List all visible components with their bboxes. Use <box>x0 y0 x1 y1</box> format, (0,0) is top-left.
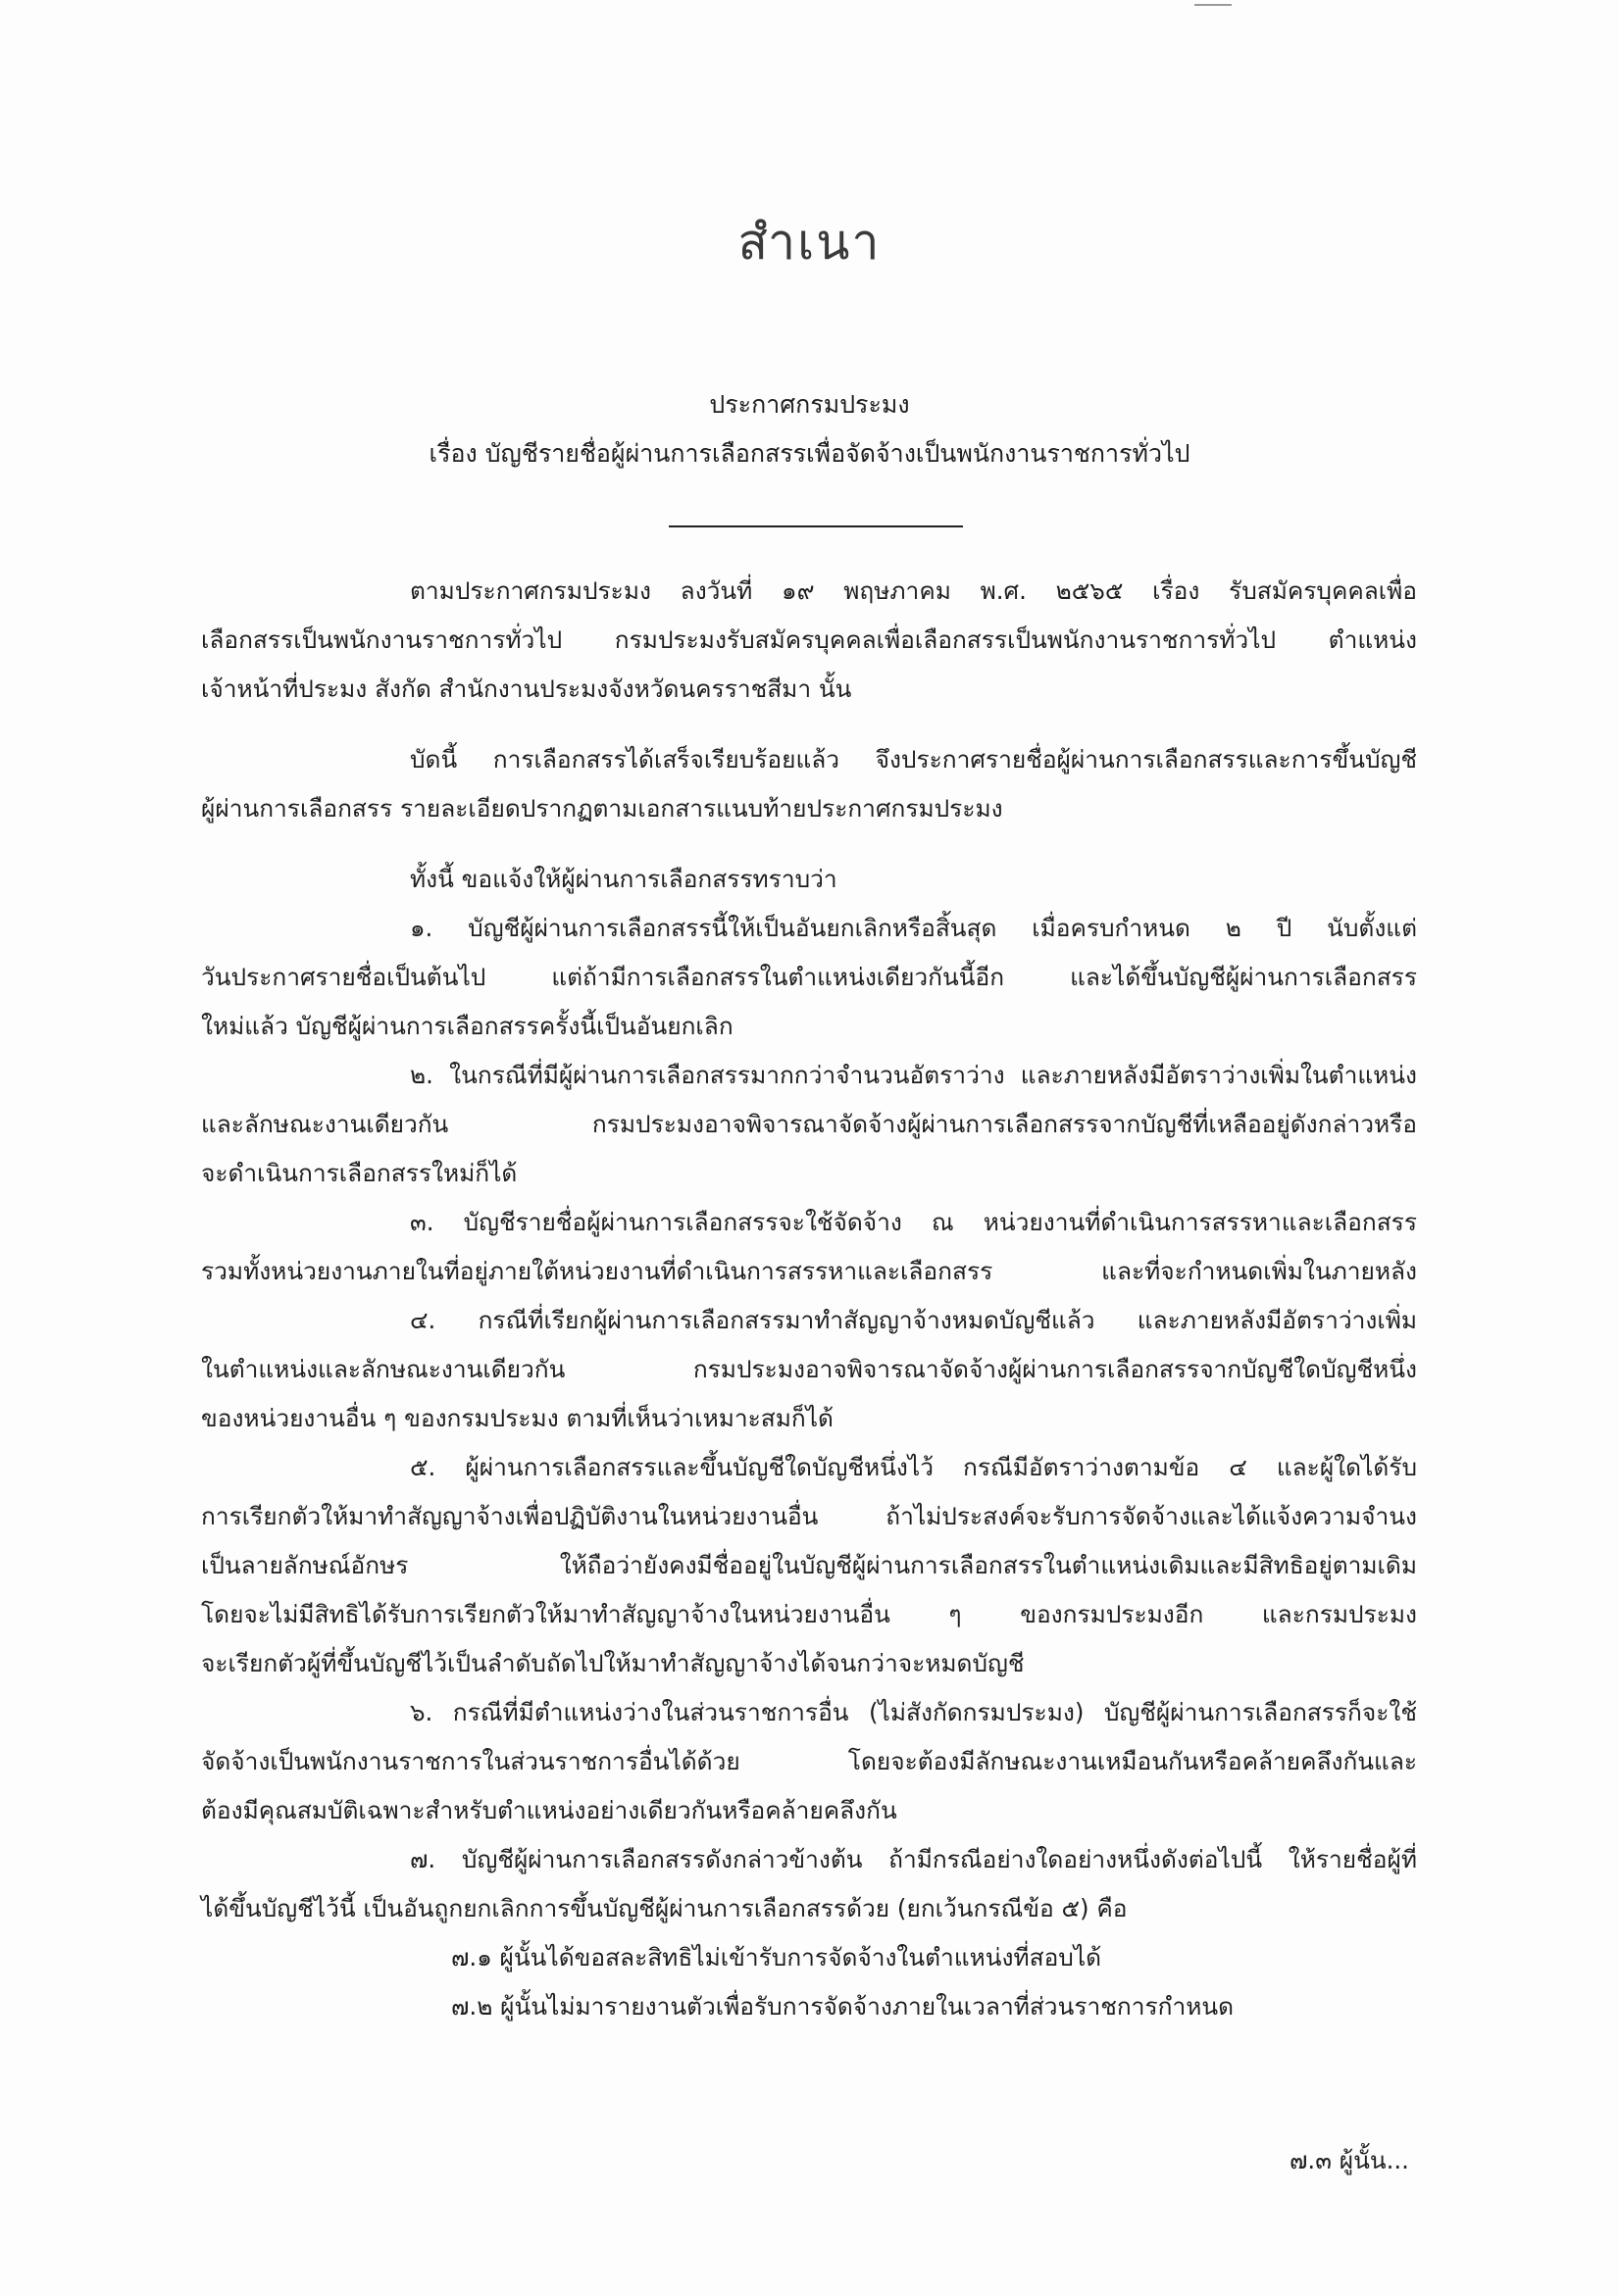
item-3-line-2: รวมทั้งหน่วยงานภายในที่อยู่ภายใต้หน่วยงานที่ดำเนินการสรรหาและเลือกสรร และที่จะกำหนดเพิ่มในภายหลัง <box>201 1257 1417 1285</box>
scan-mark <box>1194 4 1232 6</box>
announcement-subject: เรื่อง บัญชีรายชื่อผู้ผ่านการเลือกสรรเพื่อจัดจ้างเป็นพนักงานราชการทั่วไป <box>429 439 1190 468</box>
item-5-line-2: การเรียกตัวให้มาทำสัญญาจ้างเพื่อปฏิบัติงานในหน่วยงานอื่น ถ้าไม่ประสงค์จะรับการจัดจ้างและได้แจ้งความจำนง <box>201 1502 1417 1530</box>
item-1-line-1: ๑. บัญชีผู้ผ่านการเลือกสรรนี้ให้เป็นอันยกเลิกหรือสิ้นสุด เมื่อครบกำหนด ๒ ปี นับตั้งแต่ <box>410 914 1417 942</box>
item-5-line-1: ๕. ผู้ผ่านการเลือกสรรและขึ้นบัญชีใดบัญชีหนึ่งไว้ กรณีมีอัตราว่างตามข้อ ๔ และผู้ใดได้รับ <box>410 1453 1417 1481</box>
paragraph-2-line-1: บัดนี้ การเลือกสรรได้เสร็จเรียบร้อยแล้ว จึงประกาศรายชื่อผู้ผ่านการเลือกสรรและการขึ้นบัญชี <box>410 745 1417 774</box>
paragraph-3-line-1: ทั้งนี้ ขอแจ้งให้ผู้ผ่านการเลือกสรรทราบว่า <box>410 865 837 893</box>
item-6-line-3: ต้องมีคุณสมบัติเฉพาะสำหรับตำแหน่งอย่างเดียวกันหรือคล้ายคลึงกัน <box>201 1796 897 1824</box>
item-4-line-1: ๔. กรณีที่เรียกผู้ผ่านการเลือกสรรมาทำสัญญาจ้างหมดบัญชีแล้ว และภายหลังมีอัตราว่างเพิ่ม <box>410 1306 1417 1334</box>
item-2-line-2: และลักษณะงานเดียวกัน กรมประมงอาจพิจารณาจัดจ้างผู้ผ่านการเลือกสรรจากบัญชีที่เหลืออยู่ดังกล่าวหรือ <box>201 1110 1417 1138</box>
item-7-2: ๗.๒ ผู้นั้นไม่มารายงานตัวเพื่อรับการจัดจ้างภายในเวลาที่ส่วนราชการกำหนด <box>451 1992 1235 2021</box>
paragraph-1-line-2: เลือกสรรเป็นพนักงานราชการทั่วไป กรมประมงรับสมัครบุคคลเพื่อเลือกสรรเป็นพนักงานราชการทั่วไป ตำแหน่ง <box>201 625 1417 654</box>
page-continuation: ๗.๓ ผู้นั้น... <box>1290 2146 1409 2174</box>
paragraph-1-line-3: เจ้าหน้าที่ประมง สังกัด สำนักงานประมงจังหวัดนครราชสีมา นั้น <box>201 674 852 703</box>
title-divider <box>669 525 963 527</box>
item-2-line-3: จะดำเนินการเลือกสรรใหม่ก็ได้ <box>201 1159 518 1187</box>
item-5-line-5: จะเรียกตัวผู้ที่ขึ้นบัญชีไว้เป็นลำดับถัดไปให้มาทำสัญญาจ้างได้จนกว่าจะหมดบัญชี <box>201 1649 1025 1677</box>
paragraph-1-line-1: ตามประกาศกรมประมง ลงวันที่ ๑๙ พฤษภาคม พ.ศ. ๒๕๖๕ เรื่อง รับสมัครบุคคลเพื่อ <box>410 576 1417 605</box>
item-6-line-1: ๖. กรณีที่มีตำแหน่งว่างในส่วนราชการอื่น (ไม่สังกัดกรมประมง) บัญชีผู้ผ่านการเลือกสรรก็จะใช้ <box>410 1698 1417 1726</box>
item-5-line-3: เป็นลายลักษณ์อักษร ให้ถือว่ายังคงมีชื่ออยู่ในบัญชีผู้ผ่านการเลือกสรรในตำแหน่งเดิมและมีสิทธิอยู่ตามเดิม <box>201 1551 1417 1579</box>
copy-stamp: สำเนา <box>737 214 882 271</box>
item-3-line-1: ๓. บัญชีรายชื่อผู้ผ่านการเลือกสรรจะใช้จัดจ้าง ณ หน่วยงานที่ดำเนินการสรรหาและเลือกสรร <box>410 1208 1417 1236</box>
paragraph-2-line-2: ผู้ผ่านการเลือกสรร รายละเอียดปรากฏตามเอกสารแนบท้ายประกาศกรมประมง <box>201 794 1003 823</box>
item-7-1: ๗.๑ ผู้นั้นได้ขอสละสิทธิไม่เข้ารับการจัดจ้างในตำแหน่งที่สอบได้ <box>451 1943 1102 1972</box>
item-4-line-2: ในตำแหน่งและลักษณะงานเดียวกัน กรมประมงอาจพิจารณาจัดจ้างผู้ผ่านการเลือกสรรจากบัญชีใดบัญชีหนึ่ง <box>201 1355 1417 1383</box>
item-1-line-3: ใหม่แล้ว บัญชีผู้ผ่านการเลือกสรรครั้งนี้เป็นอันยกเลิก <box>201 1012 734 1040</box>
item-1-line-2: วันประกาศรายชื่อเป็นต้นไป แต่ถ้ามีการเลือกสรรในตำแหน่งเดียวกันนี้อีก และได้ขึ้นบัญชีผู้ผ่านการเลือกสรร <box>201 963 1417 991</box>
item-7-line-1: ๗. บัญชีผู้ผ่านการเลือกสรรดังกล่าวข้างต้น ถ้ามีกรณีอย่างใดอย่างหนึ่งดังต่อไปนี้ ให้รายชื่อผู้ที่ <box>410 1845 1417 1873</box>
item-6-line-2: จัดจ้างเป็นพนักงานราชการในส่วนราชการอื่นได้ด้วย โดยจะต้องมีลักษณะงานเหมือนกันหรือคล้ายคลึงกันและ <box>201 1747 1417 1775</box>
item-2-line-1: ๒. ในกรณีที่มีผู้ผ่านการเลือกสรรมากกว่าจำนวนอัตราว่าง และภายหลังมีอัตราว่างเพิ่มในตำแหน่ง <box>410 1061 1417 1089</box>
item-4-line-3: ของหน่วยงานอื่น ๆ ของกรมประมง ตามที่เห็นว่าเหมาะสมก็ได้ <box>201 1404 834 1432</box>
item-7-line-2: ได้ขึ้นบัญชีไว้นี้ เป็นอันถูกยกเลิกการขึ้นบัญชีผู้ผ่านการเลือกสรรด้วย (ยกเว้นกรณีข้อ ๕) คือ <box>201 1894 1128 1922</box>
item-5-line-4: โดยจะไม่มีสิทธิได้รับการเรียกตัวให้มาทำสัญญาจ้างในหน่วยงานอื่น ๆ ของกรมประมงอีก และกรมประมง <box>201 1600 1417 1628</box>
announcement-title: ประกาศกรมประมง <box>709 390 910 419</box>
